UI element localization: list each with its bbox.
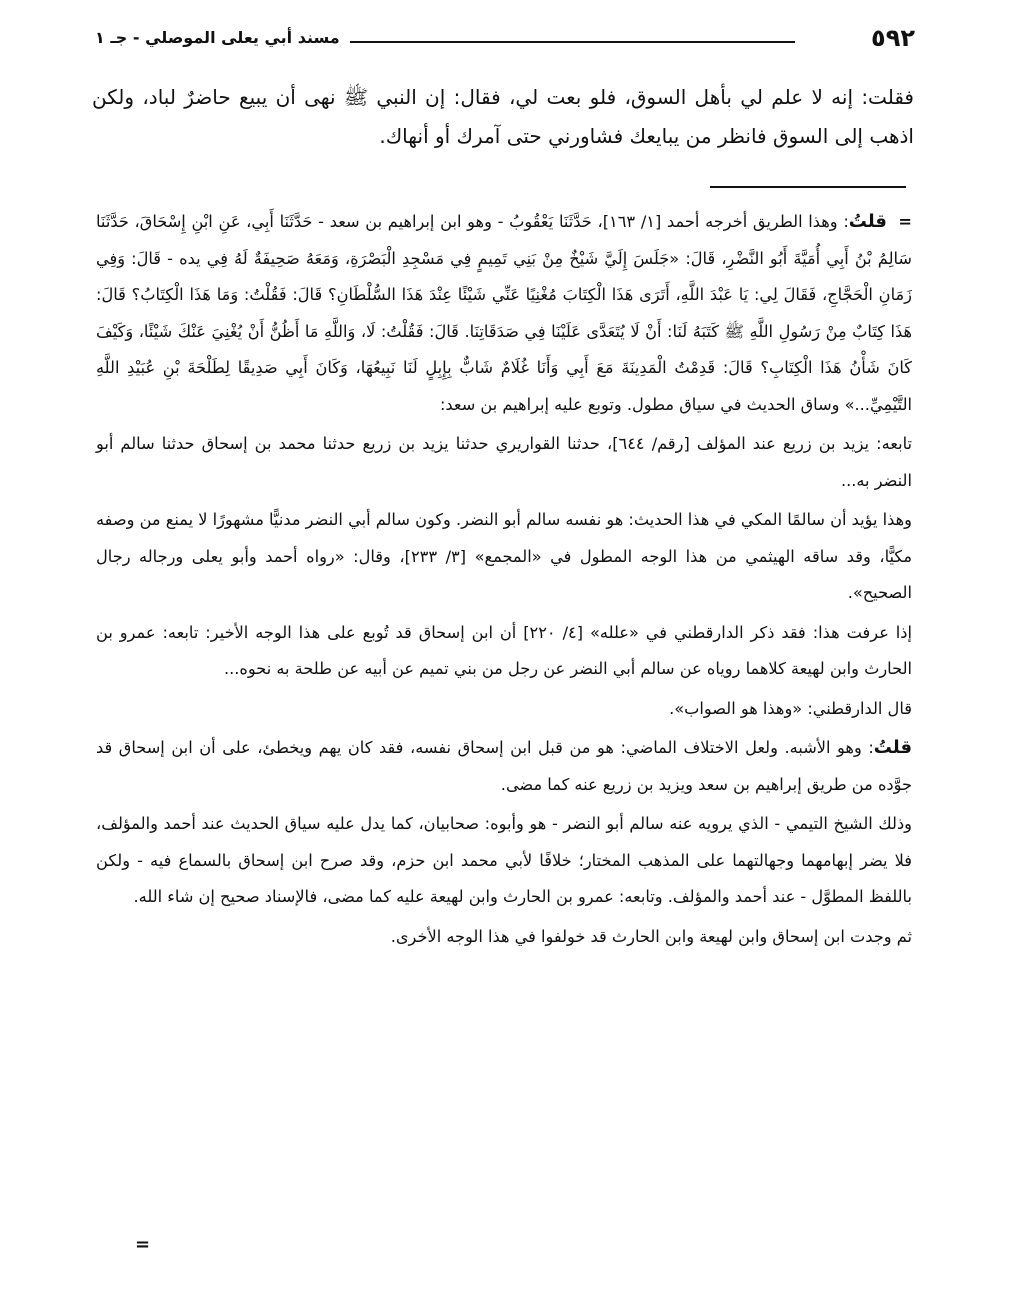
page-number: ٥٩٢ xyxy=(861,24,915,52)
note-paragraph-5: قال الدارقطني: «وهذا هو الصواب». xyxy=(669,698,912,718)
qultu-label: قلتُ xyxy=(873,737,912,758)
page-header xyxy=(95,22,915,62)
note-text: : وهو الأشبه. ولعل الاختلاف الماضي: هو من قبل ابن إسحاق نفسه، فقد كان يهم ويخطئ، على أن ابن إسحاق قد جوَّده من طريق إبراهيم بن سعد ويزيد بن زريع عنه كما مضى. xyxy=(96,738,912,794)
main-text xyxy=(92,78,914,156)
note-paragraph-2: تابعه: يزيد بن زريع عند المؤلف [رقم/ ٦٤٤]، حدثنا القواريري حدثنا يزيد بن زريع حدثنا محمد بن إسحاق حدثنا سالم أبو النضر به... xyxy=(96,434,913,490)
note-paragraph-6 xyxy=(96,730,912,803)
note-paragraph-8: ثم وجدت ابن إسحاق وابن لهيعة وابن الحارث قد خولفوا في هذا الوجه الأخرى. xyxy=(390,926,912,946)
note-paragraph-1 xyxy=(96,204,912,423)
note-paragraph-4: إذا عرفت هذا: فقد ذكر الدارقطني في «علله» [٤/ ٢٢٠] أن ابن إسحاق قد تُوبع على هذا الوجه الأخير: تابعه: عمرو بن الحارث وابن لهيعة كلاهما روياه عن سالم أبي النضر عن رجل من بني تميم عن أبيه عن طلحة به نحوه... xyxy=(96,622,913,678)
qultu-label: قلتُ xyxy=(848,211,887,232)
main-paragraph: فقلت: إنه لا علم لي بأهل السوق، فلو بعت لي، فقال: إن النبي ﷺ نهى أن يبيع حاضرٌ لباد، ولكن اذهب إلى السوق فانظر من يبايعك فشاورني حتى آمرك أو أنهاك. xyxy=(92,85,914,148)
footnote-rule xyxy=(710,186,906,188)
end-marker: = xyxy=(135,1234,151,1255)
footnotes xyxy=(96,204,912,958)
note-text: : وهذا الطريق أخرجه أحمد [١/ ١٦٣]، حَدَّثَنَا يَعْقُوبُ - وهو ابن إبراهيم بن سعد - حَدَّثَنَا أَبِي، عَنِ ابْنِ إِسْحَاقَ، حَدَّثَنَا سَالِمُ بْنُ أَبِي أُمَيَّةَ أَبُو النَّضْرِ، قَالَ: «جَلَسَ إِلَيَّ شَيْخٌ مِنْ بَنِي تَمِيمٍ فِي مَسْجِدِ الْبَصْرَةِ، وَمَعَهُ صَحِيفَةٌ لَهُ فِي يده - قَالَ: وَفِي زَمَانِ الْحَجَّاجِ، فَقَالَ لِي: يَا عَبْدَ اللَّهِ، أَتَرَى هَذَا الْكِتَابَ مُغْنِيًا عَنِّي شَيْئًا عِنْدَ هَذَا السُّلْطَانِ؟ قَالَ: فَقُلْتُ: وَمَا هَذَا الْكِتَابُ؟ قَالَ: هَذَا كِتَابٌ مِنْ رَسُولِ اللَّهِ ﷺ كَتَبَهُ لَنَا: أَنْ لَا يُتَعَدَّى عَلَيْنَا فِي صَدَقَاتِنَا. قَالَ: فَقُلْتُ: لَا، وَاللَّهِ مَا أَظُنُّ أَنْ يُغْنِيَ عَنْكَ شَيْئًا، وَكَيْفَ كَانَ شَأْنُ هَذَا الْكِتَابِ؟ قَالَ: قَدِمْتُ الْمَدِينَةَ مَعَ أَبِي وَأَنَا غُلَامٌ شَابٌّ بِإِبِلٍ لَنَا نَبِيعُهَا، وَكَانَ أَبِي صَدِيقًا لِطَلْحَةَ بْنِ عُبَيْدِ اللَّهِ التَّيْمِيِّ...» وساق الحديث في سياق مطول. وتوبع عليه إبراهيم بن سعد: xyxy=(96,212,912,414)
continuation-marker: = xyxy=(898,212,912,231)
note-paragraph-7: وذلك الشيخ التيمي - الذي يرويه عنه سالم أبو النضر - هو وأبوه: صحابيان، كما يدل عليه سياق الحديث عند أحمد والمؤلف، فلا يضر إبهامهما وجهالتهما على المذهب المختار؛ خلافًا لأبي محمد ابن حزم، وقد صرح ابن إسحاق بالسماع فيه - ولكن باللفظ المطوَّل - عند أحمد والمؤلف. وتابعه: عمرو بن الحارث وابن لهيعة عليه كما مضى، فالإسناد صحيح إن شاء الله. xyxy=(96,814,912,906)
running-title: مسند أبي يعلى الموصلي - جـ ١ xyxy=(95,28,350,47)
note-paragraph-3: وهذا يؤيد أن سالمًا المكي في هذا الحديث: هو نفسه سالم أبو النضر. وكون سالم أبي النضر مدنيًّا مشهورًا لا يمنع من وصفه مكيًّا، وقد ساقه الهيثمي من هذا الوجه المطول في «المجمع» [٣/ ٢٣٣]، وقال: «رواه أحمد وأبو يعلى ورجاله رجال الصحيح». xyxy=(96,510,912,602)
